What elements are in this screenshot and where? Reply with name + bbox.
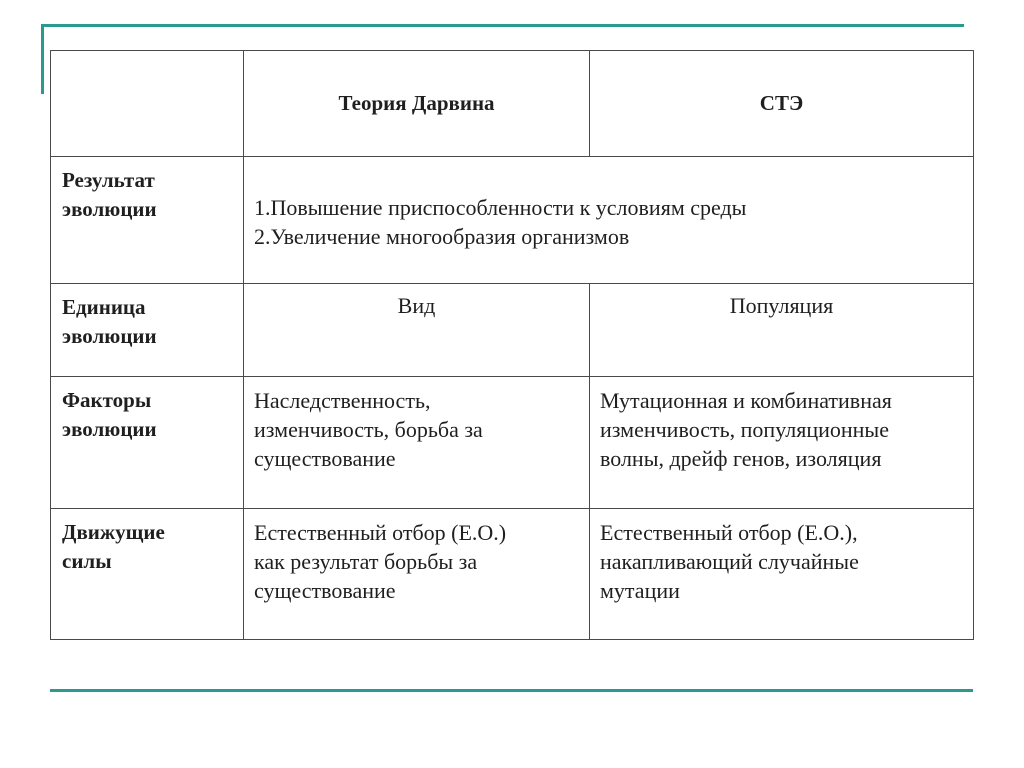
- bottom-accent-line: [50, 689, 973, 692]
- row-label-line: Единица: [62, 294, 146, 319]
- table-row-result: [51, 157, 974, 283]
- left-accent-line: [41, 24, 44, 94]
- forces-ste-line: мутации: [600, 577, 680, 603]
- table-header-row: [51, 51, 974, 157]
- row-label-factors: [51, 377, 244, 508]
- factors-darwin-line: существование: [254, 446, 396, 472]
- row-label-line: Факторы: [62, 388, 152, 413]
- row-label-unit: [51, 283, 244, 376]
- row-label-line: силы: [62, 548, 112, 573]
- factors-darwin-cell: [244, 377, 590, 508]
- forces-darwin-line: как результат борьбы за: [254, 548, 478, 574]
- row-label-line: эволюции: [62, 323, 157, 348]
- table-row-driving-forces: [51, 508, 974, 639]
- header-empty-cell: [51, 51, 244, 157]
- result-item-1: 1.Повышение приспособленности к условиям среды: [254, 195, 747, 221]
- header-darwin-theory: Теория Дарвина: [244, 51, 590, 157]
- row-label-line: Движущие: [62, 519, 165, 544]
- row-label-driving-forces: [51, 508, 244, 639]
- unit-ste-value: Популяция: [729, 292, 834, 318]
- result-merged-cell: [244, 157, 974, 283]
- forces-ste-cell: [590, 508, 974, 639]
- table-row-factors: [51, 377, 974, 508]
- forces-darwin-line: Естественный отбор (Е.О.): [254, 519, 507, 545]
- row-label-line: эволюции: [62, 197, 157, 222]
- top-accent-line: [41, 24, 964, 27]
- evolution-comparison-table: [50, 50, 974, 640]
- row-label-line: Результат: [62, 168, 155, 193]
- factors-darwin-line: Наследственность,: [254, 388, 431, 414]
- factors-ste-line: волны, дрейф генов, изоляция: [600, 446, 882, 472]
- unit-darwin-value: Вид: [397, 292, 436, 318]
- table-row-unit: [51, 283, 974, 376]
- forces-darwin-line: существование: [254, 577, 396, 603]
- factors-ste-line: Мутационная и комбинативная: [600, 388, 892, 414]
- factors-darwin-line: изменчивость, борьба за: [254, 417, 483, 443]
- factors-ste-line: изменчивость, популяционные: [600, 417, 889, 443]
- header-ste: СТЭ: [590, 51, 974, 157]
- result-item-2: 2.Увеличение многообразия организмов: [254, 224, 630, 250]
- unit-ste-cell: [590, 283, 974, 376]
- forces-darwin-cell: [244, 508, 590, 639]
- row-label-line: эволюции: [62, 417, 157, 442]
- factors-ste-cell: [590, 377, 974, 508]
- unit-darwin-cell: [244, 283, 590, 376]
- forces-ste-line: Естественный отбор (Е.О.),: [600, 519, 858, 545]
- row-label-result: [51, 157, 244, 283]
- forces-ste-line: накапливающий случайные: [600, 548, 859, 574]
